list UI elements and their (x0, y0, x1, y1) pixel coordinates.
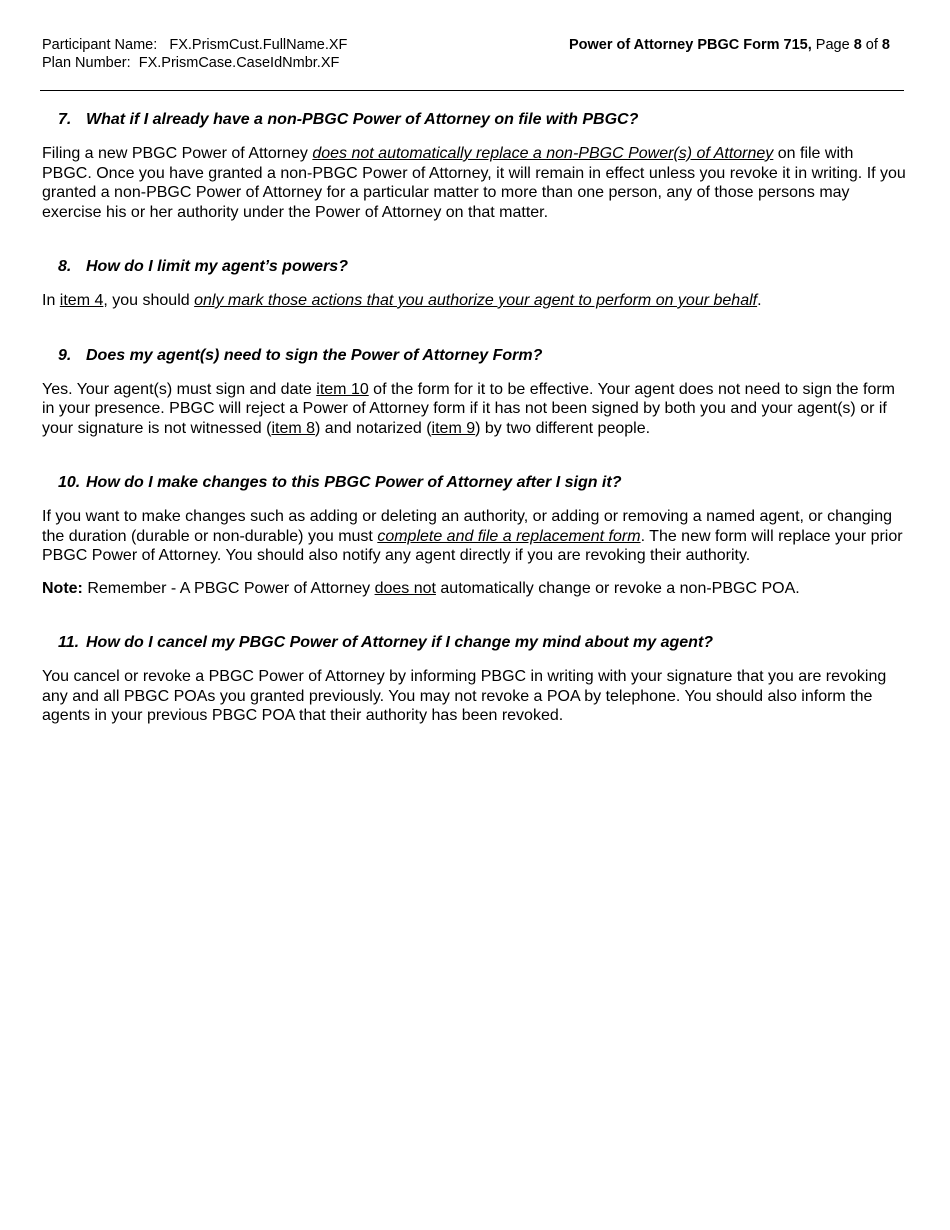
item-reference: item 8 (271, 419, 316, 437)
question-8-heading (58, 257, 906, 277)
answer-9-paragraph (42, 380, 906, 439)
text-run: If you want to make changes such as adding or deleting an authority, or adding or removing a named agent, or changing the duration (durable or non-durable) you must (42, 508, 893, 545)
of-word: of (865, 37, 878, 53)
question-10-heading (58, 473, 906, 493)
participant-name-line (42, 36, 347, 54)
plan-number-line (42, 54, 347, 72)
emphasis-run: only mark those actions that you authorize your agent to perform on your behalf (194, 292, 758, 309)
text-run: In (42, 292, 60, 309)
participant-info (42, 36, 347, 72)
answer-10-paragraph (42, 507, 906, 566)
question-number: 9. (58, 346, 72, 364)
question-text: What if I already have a non-PBGC Power of Attorney on file with PBGC? (86, 111, 639, 128)
text-run: , you should (103, 292, 195, 309)
text-run: . The new form will replace your prior PBGC Power of Attorney. You should also notify any agent directly if you are revoking their authority. (42, 527, 903, 564)
plan-number-label: Plan Number: (42, 55, 131, 71)
page-header (42, 36, 890, 76)
question-7-heading (58, 110, 906, 130)
answer-7-paragraph (42, 144, 906, 222)
question-text: How do I cancel my PBGC Power of Attorney if I change my mind about my agent? (86, 634, 714, 651)
question-number: 8. (58, 258, 72, 275)
page-total: 8 (881, 37, 890, 53)
question-number: 11. (58, 634, 80, 651)
question-text: How do I limit my agent’s powers? (86, 258, 348, 275)
text-run: automatically change or revoke a non-PBGC POA. (435, 579, 800, 597)
question-number: 10. (58, 474, 81, 491)
question-text: Does my agent(s) need to sign the Power of Attorney Form? (86, 346, 543, 364)
header-divider (40, 90, 904, 91)
emphasis-run: complete and file a replacement form (377, 527, 641, 545)
item-reference: item 9 (431, 419, 476, 437)
underlined-run: does not (374, 579, 436, 597)
document-body (42, 110, 906, 739)
question-9-heading (58, 346, 906, 366)
text-run: Yes. Your agent(s) must sign and date (42, 380, 317, 398)
item-reference: item 10 (316, 380, 369, 398)
participant-name-value: FX.PrismCust.FullName.XF (169, 37, 348, 53)
question-text: How do I make changes to this PBGC Power of Attorney after I sign it? (86, 474, 622, 491)
text-run: Filing a new PBGC Power of Attorney (42, 145, 313, 162)
plan-number-value: FX.PrismCase.CaseIdNmbr.XF (138, 55, 340, 71)
note-paragraph (42, 579, 906, 599)
text-run: . (757, 292, 762, 309)
emphasis-run: does not automatically replace a non-PBGC Power(s) of Attorney (312, 145, 774, 162)
answer-11-paragraph: You cancel or revoke a PBGC Power of Attorney by informing PBGC in writing with your signature that you are revoking any and all PBGC POAs you granted previously. You may not revoke a POA by telephone. You should also inform the agents in your previous PBGC POA that their authority has been revoked. (42, 668, 887, 724)
form-title: Power of Attorney PBGC Form 715, (568, 37, 812, 53)
page-word: Page (815, 37, 850, 53)
item-reference: item 4 (59, 292, 104, 309)
text-run: ) and notarized ( (315, 419, 432, 437)
text-run: ) by two different people. (475, 419, 651, 437)
answer-8-paragraph (42, 291, 906, 311)
text-run: on file with PBGC. Once you have granted a non-PBGC Power of Attorney, it will remain in effect unless you revoke it in writing. If you granted a non-PBGC Power of Attorney for a particular matter to more than one person, any of those persons may exercise his or her authority under the Power of Attorney on that matter. (42, 145, 906, 221)
note-label: Note: (42, 579, 83, 597)
participant-name-label: Participant Name: (42, 37, 158, 53)
text-run: Remember - A PBGC Power of Attorney (82, 579, 375, 597)
form-page-indicator (569, 36, 890, 54)
page-current: 8 (853, 37, 862, 53)
question-11-heading (58, 633, 906, 653)
question-number: 7. (58, 111, 72, 128)
text-run: of the form for it to be effective. Your agent does not need to sign the form in your presence. PBGC will reject a Power of Attorney form if it has not been signed by both you and your agent(s) or if your signature is not witnessed ( (42, 380, 895, 437)
